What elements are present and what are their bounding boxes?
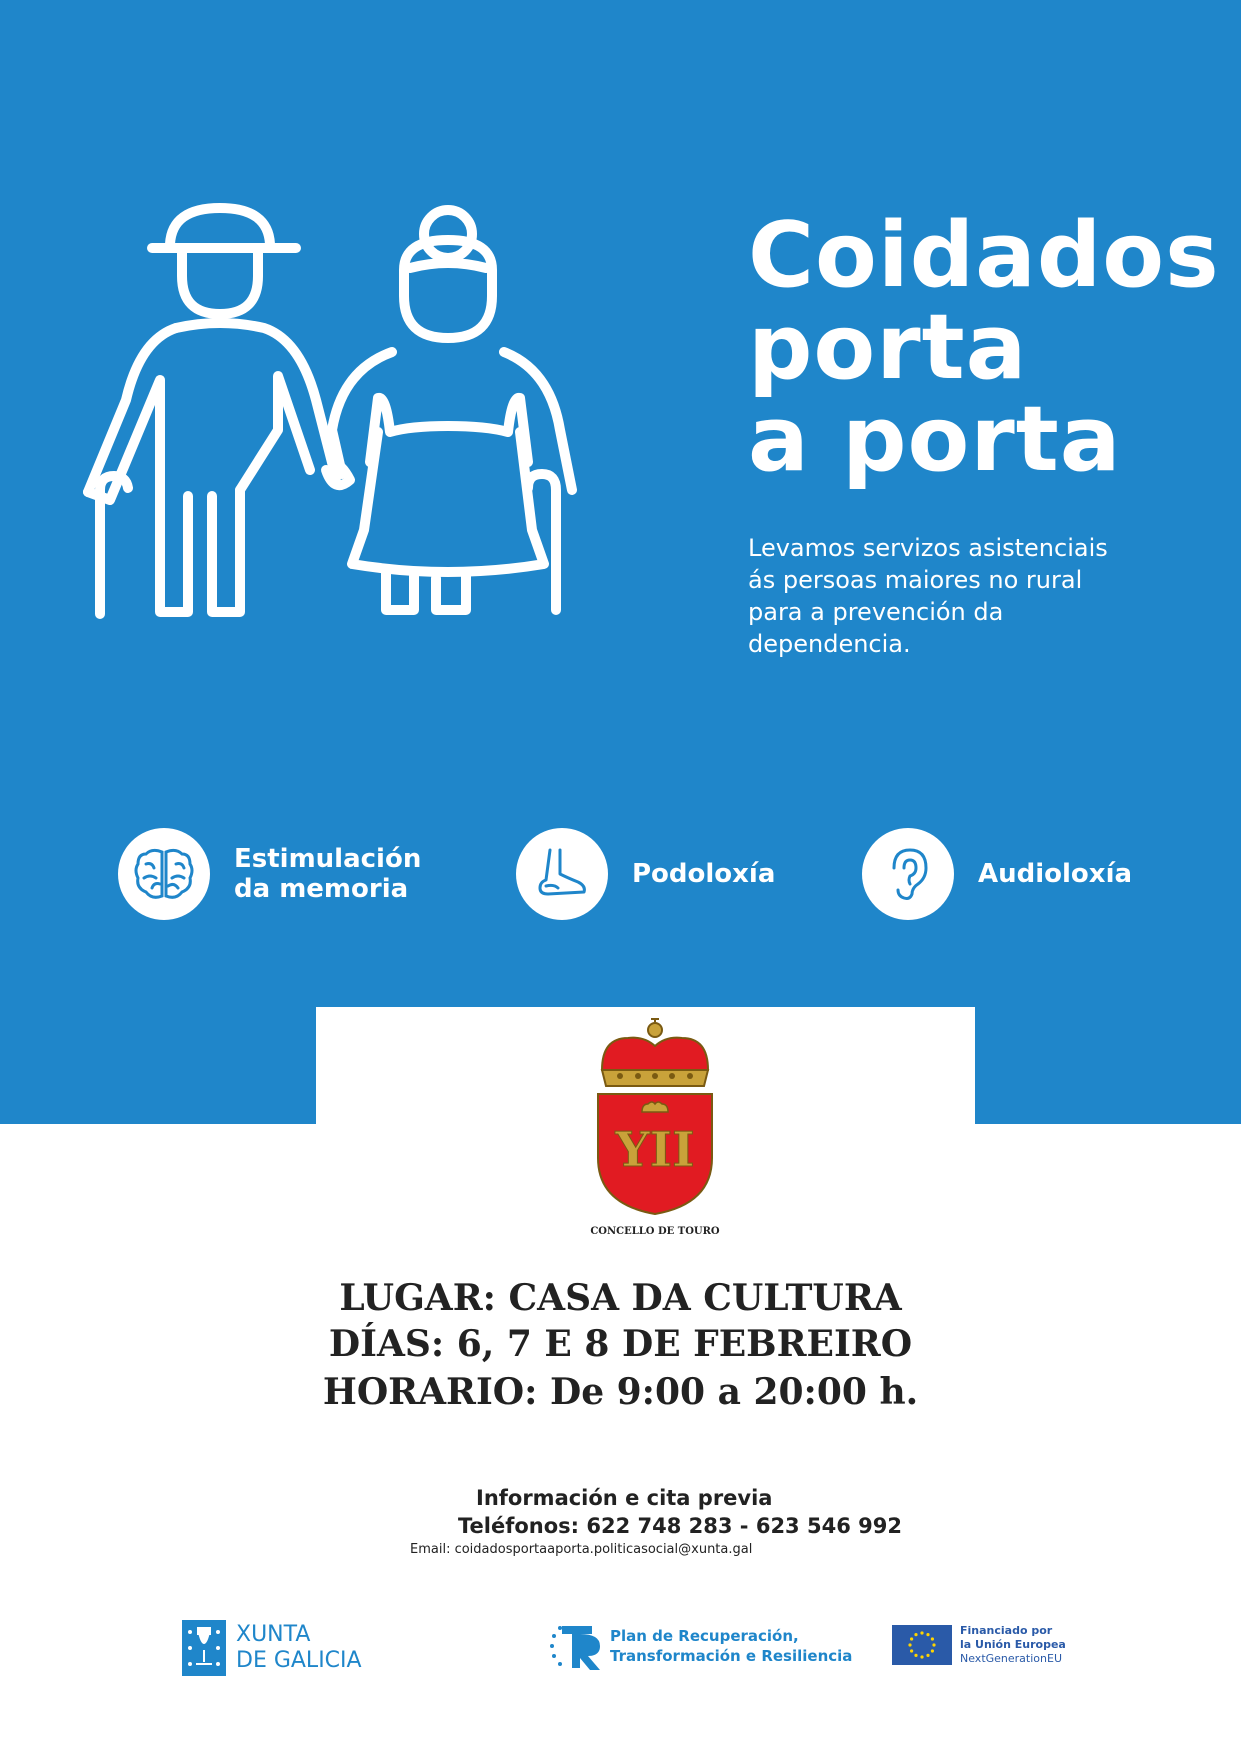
galicia-shield-icon bbox=[182, 1620, 226, 1676]
subtitle-line: dependencia. bbox=[748, 630, 911, 658]
recovery-plan-logo bbox=[548, 1618, 852, 1674]
recovery-plan-line: Transformación e Resiliencia bbox=[610, 1647, 853, 1665]
service-label-line: Estimulación bbox=[234, 844, 422, 874]
event-days: DÍAS: 6, 7 E 8 DE FEBREIRO bbox=[328, 1323, 913, 1365]
eu-flag-icon bbox=[892, 1625, 952, 1665]
eu-funding-line: la Unión Europea bbox=[960, 1638, 1066, 1651]
prtr-emblem-icon bbox=[548, 1618, 604, 1674]
brain-icon bbox=[132, 846, 196, 902]
service-label-line: Podoloxía bbox=[632, 859, 776, 889]
crest-letters: YII bbox=[615, 1122, 695, 1178]
contact-heading: Información e cita previa bbox=[476, 1486, 773, 1510]
crest-caption: CONCELLO DE TOURO bbox=[590, 1226, 720, 1237]
subtitle-line: ás persoas maiores no rural bbox=[748, 566, 1083, 594]
xunta-logo bbox=[182, 1620, 362, 1676]
eu-funding-line: Financiado por bbox=[960, 1624, 1053, 1637]
service-icon-circle bbox=[862, 828, 954, 920]
service-icon-circle bbox=[516, 828, 608, 920]
service-label-line: Audioloxía bbox=[978, 859, 1133, 889]
service-icon-circle bbox=[118, 828, 210, 920]
elderly-couple-icon bbox=[80, 200, 640, 700]
service-audiology bbox=[862, 828, 1132, 920]
contact-email: Email: coidadosportaaporta.politicasocial@xunta.gal bbox=[410, 1542, 753, 1557]
ear-icon bbox=[884, 846, 932, 902]
xunta-line: DE GALICIA bbox=[236, 1648, 362, 1673]
service-label-line: da memoria bbox=[234, 874, 409, 904]
eu-funding-text bbox=[960, 1624, 1066, 1666]
subtitle-line: Levamos servizos asistenciais bbox=[748, 534, 1108, 562]
service-label bbox=[234, 844, 421, 904]
foot-icon bbox=[534, 846, 590, 902]
eu-funding-line: NextGenerationEU bbox=[960, 1652, 1062, 1665]
title-line: a porta bbox=[748, 387, 1122, 492]
subtitle bbox=[748, 532, 1108, 660]
title-line: Coidados bbox=[748, 203, 1220, 308]
page-title bbox=[748, 203, 1220, 492]
concello-crest-logo bbox=[590, 1018, 720, 1238]
service-podology bbox=[516, 828, 775, 920]
xunta-line: XUNTA bbox=[236, 1622, 311, 1647]
service-label bbox=[632, 859, 775, 889]
service-label bbox=[978, 859, 1132, 889]
event-place: LUGAR: CASA DA CULTURA bbox=[339, 1277, 902, 1319]
contact-phones: Teléfonos: 622 748 283 - 623 546 992 bbox=[458, 1514, 902, 1538]
xunta-wordmark bbox=[236, 1622, 362, 1674]
subtitle-line: para a prevención da bbox=[748, 598, 1004, 626]
service-memory bbox=[118, 828, 421, 920]
recovery-plan-line: Plan de Recuperación, bbox=[610, 1627, 799, 1645]
recovery-plan-text bbox=[610, 1626, 852, 1666]
event-schedule: HORARIO: De 9:00 a 20:00 h. bbox=[322, 1371, 919, 1413]
title-line: porta bbox=[748, 295, 1028, 400]
eu-funding-logo bbox=[892, 1624, 1066, 1666]
